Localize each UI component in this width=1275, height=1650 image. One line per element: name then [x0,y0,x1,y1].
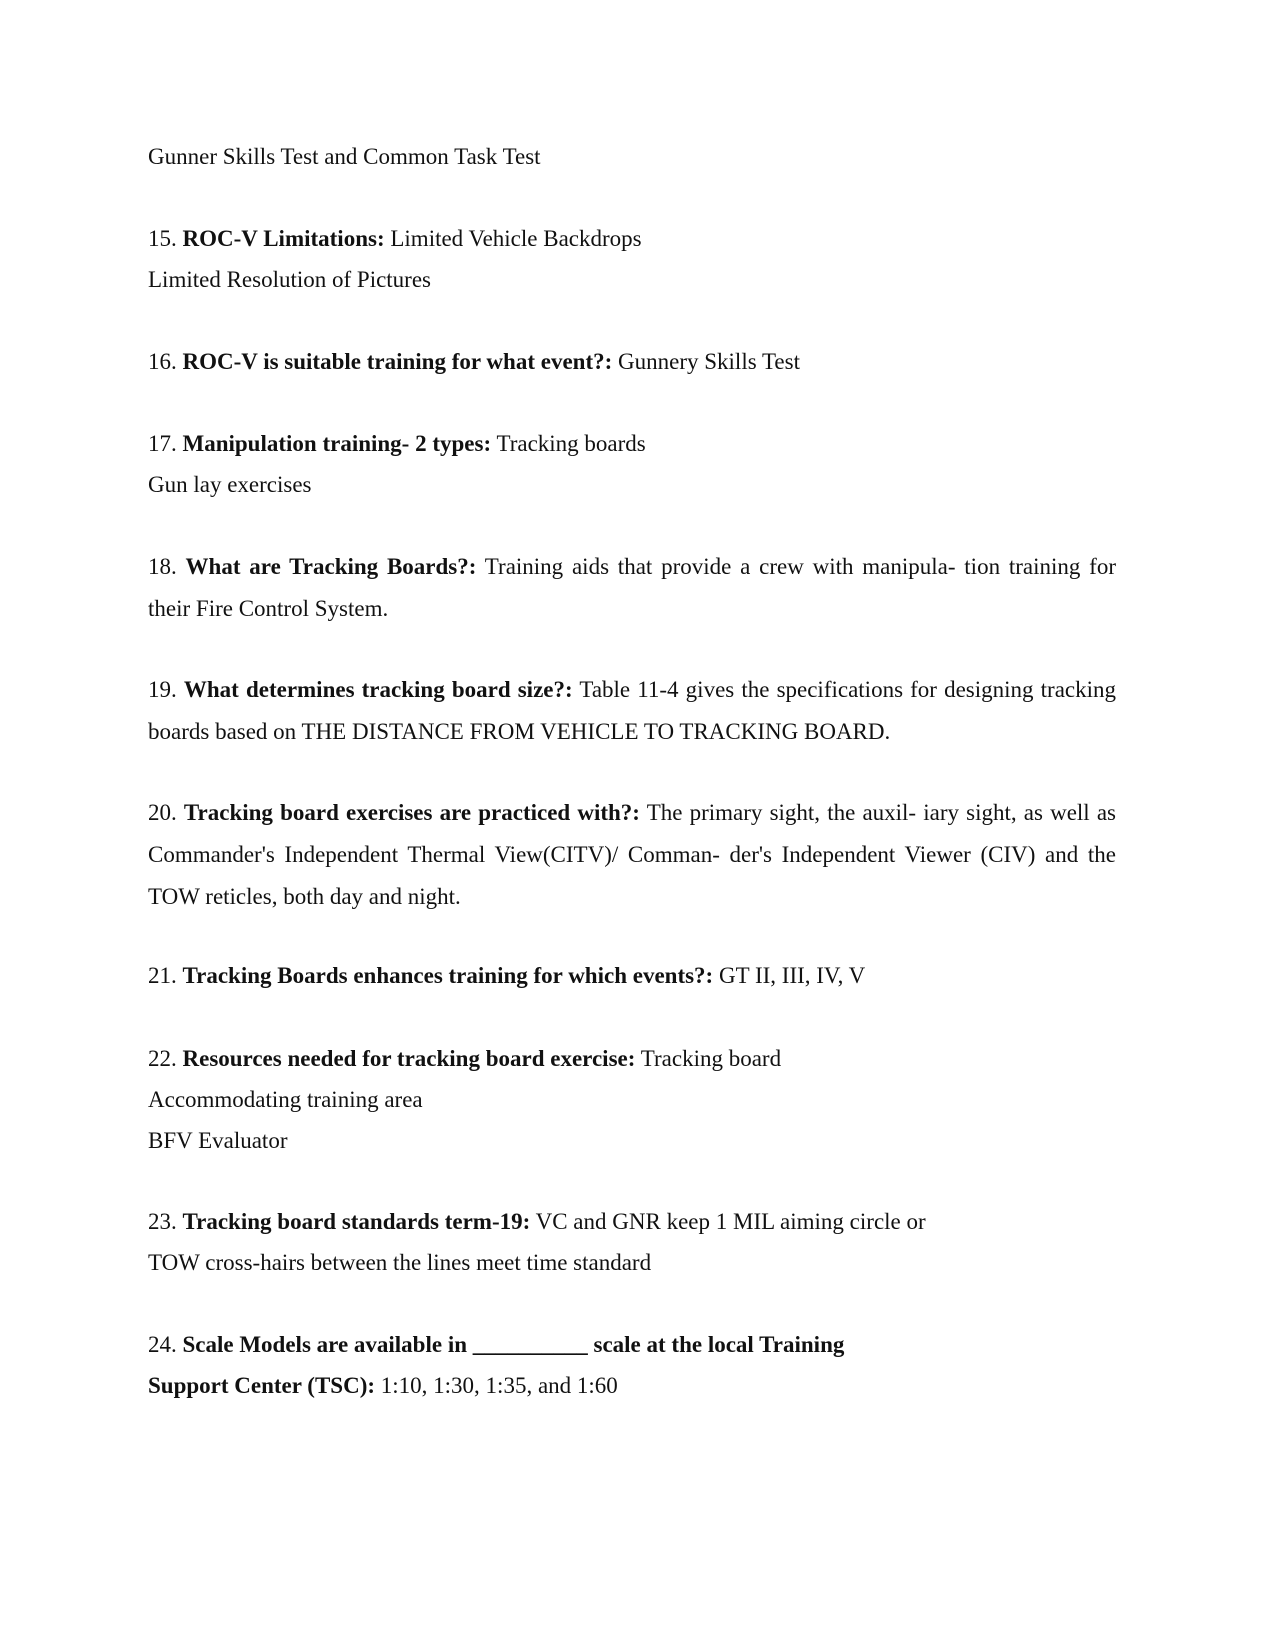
item-22-continuation: BFV Evaluator [148,1128,288,1153]
item-number: 22. [148,1046,177,1071]
page-first-line: Gunner Skills Test and Common Task Test [148,144,541,169]
item-question: Tracking board exercises are practiced with?: [183,800,640,825]
item-answer: Training aids that provide a crew with manipula- tion training for their Fire Control System. [148,554,1117,621]
item-number: 15. [148,226,177,251]
item-question: Manipulation training- 2 types: [182,431,492,456]
item-number: 23. [148,1209,177,1234]
item-answer: The primary sight, the auxil- iary sight, as well as Commander's Independent Thermal View(CITV)/ Comman- der's Independent Viewer (CIV) and the TOW reticles, both day and night. [148,800,1116,909]
item-answer: Gunnery Skills Test [618,349,800,374]
item-number: 21. [148,963,177,988]
item-answer: Limited Vehicle Backdrops [390,226,642,251]
item-question: ROC-V Limitations: [182,226,385,251]
item-answer: 1:10, 1:30, 1:35, and 1:60 [380,1373,618,1398]
item-20 [148,792,1116,918]
item-21 [148,955,865,997]
item-23 [148,1201,926,1243]
item-question: Tracking board standards term-19: [182,1209,531,1234]
item-answer: Tracking boards [496,431,646,456]
item-number: 16. [148,349,177,374]
item-question: Tracking Boards enhances training for which events?: [182,963,714,988]
item-16 [148,341,800,383]
item-answer: VC and GNR keep 1 MIL aiming circle or [535,1209,926,1234]
item-number: 19. [148,677,177,702]
item-question: Support Center (TSC): [148,1373,376,1398]
item-question: What determines tracking board size?: [183,677,573,702]
item-answer: Table 11-4 gives the specifications for designing tracking boards based on THE DISTANCE FROM VEHICLE TO TRACKING BOARD. [148,677,1116,744]
item-17 [148,423,646,465]
item-15 [148,218,642,260]
item-24-line2 [148,1365,618,1407]
item-number: 24. [148,1332,177,1357]
item-number: 20. [148,800,177,825]
item-22 [148,1038,781,1080]
item-number: 17. [148,431,177,456]
item-answer: Tracking board [640,1046,782,1071]
item-question: Resources needed for tracking board exercise: [182,1046,636,1071]
item-question: What are Tracking Boards?: [185,554,477,579]
item-answer: GT II, III, IV, V [718,963,866,988]
item-17-continuation: Gun lay exercises [148,472,312,497]
item-23-continuation: TOW cross-hairs between the lines meet time standard [148,1250,652,1275]
item-24 [148,1324,844,1366]
item-19 [148,669,1116,753]
item-22-continuation: Accommodating training area [148,1087,423,1112]
item-18 [148,546,1116,630]
item-number: 18. [148,554,177,579]
item-question: Scale Models are available in __________ scale at the local Training [182,1332,845,1357]
item-question: ROC-V is suitable training for what event?: [182,349,613,374]
item-15-continuation: Limited Resolution of Pictures [148,267,431,292]
